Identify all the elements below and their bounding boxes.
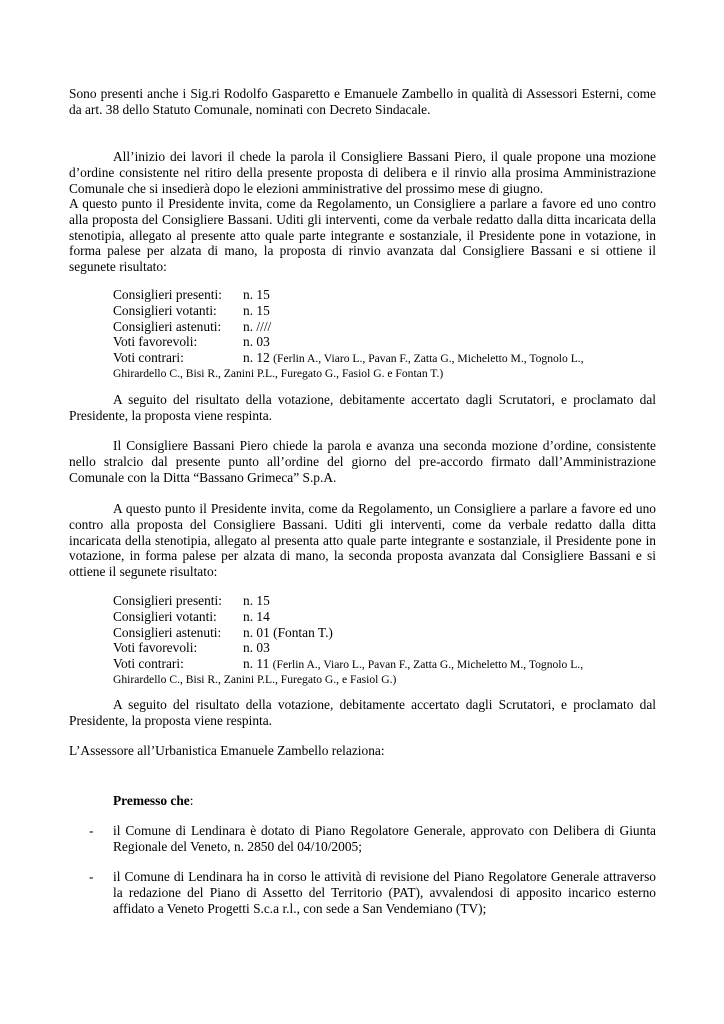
vote-label: Voti contrari:: [113, 350, 184, 366]
bullet-text: il Comune di Lendinara ha in corso le attività di revisione del Piano Regolatore Generale attraverso la redazione del Piano di Assetto del Territorio (PAT), avvalendosi di apposito incarico esterno affidato a Veneto Progetti S.c.a r.l., con sede a San Vendemiano (TV);: [113, 869, 656, 916]
contrari-names: (Ferlin A., Viaro L., Pavan F., Zatta G., Micheletto M., Tognolo L.,: [273, 352, 584, 366]
vote-value: n. 15: [243, 302, 270, 318]
vote-value: n. 12: [243, 350, 270, 366]
paragraph-votazione-intro-1: A questo punto il Presidente invita, come da Regolamento, un Consigliere a parlare a favore ed uno contro alla proposta del Consigliere Bassani. Uditi gli interventi, come da verbale redatto dalla ditta incaricata della stenotipia, allegato al presente atto quale parte integrante e sostanziale, il Presidente pone in votazione, in forma palese per alzata di mano, la proposta di rinvio avanzata dal Consigliere Bassani e si ottiene il segunete risultato:: [69, 196, 656, 275]
vote-label: Consiglieri votanti:: [113, 302, 217, 318]
contrari-names-continued: Ghirardello C., Bisi R., Zanini P.L., Furegato G., e Fasiol G.): [113, 672, 397, 686]
vote-value-contrari: [243, 656, 656, 672]
bullet-text: il Comune di Lendinara è dotato di Piano Regolatore Generale, approvato con Delibera di Giunta Regionale del Veneto, n. 2850 del 04/10/2005;: [113, 823, 656, 854]
bullet-dash: -: [89, 823, 94, 838]
vote-value: n. ////: [243, 318, 272, 334]
vote-result-2: [113, 593, 656, 688]
vote-label: Voti contrari:: [113, 656, 184, 672]
vote-label: Voti favorevoli:: [113, 334, 198, 350]
paragraph-esito-2: A seguito del risultato della votazione, debitamente accertato dagli Scrutatori, e proclamato dal Presidente, la proposta viene respinta.: [69, 697, 656, 728]
paragraph-mozione-ordine-1: All’inizio dei lavori il chede la parola il Consigliere Bassani Piero, il quale propone una mozione d’ordine consistente nel ritiro della presente proposta di delibera e il rinvio alla prosima Amministrazione Comunale che si insedierà dopo le elezioni amministrative del prossimo mese di giugno.: [69, 149, 656, 196]
vote-value: n. 01 (Fontan T.): [243, 624, 333, 640]
vote-value: n. 03: [243, 334, 270, 350]
paragraph-esito-1: A seguito del risultato della votazione, debitamente accertato dagli Scrutatori, e proclamato dal Presidente, la proposta viene respinta.: [69, 392, 656, 423]
vote-label: Voti favorevoli:: [113, 640, 198, 656]
premesso-heading-text: Premesso che: [113, 793, 190, 808]
vote-label: Consiglieri presenti:: [113, 287, 222, 302]
vote-label: Consiglieri astenuti:: [113, 624, 222, 640]
section-heading-premesso: [113, 793, 193, 809]
paragraph-votazione-intro-2: A questo punto il Presidente invita, come da Regolamento, un Consigliere a parlare a favore ed uno contro alla proposta del Consigliere Bassani. Uditi gli interventi, come da verbale redatto dalla ditta incaricata della stenotipia, allegato al presenta atto quale parte integrante e sostanziale, il Presidente pone in votazione, in forma palese per alzata di mano, la seconda proposta avanzata dal Consigliere Bassani e si ottiene il segunete risultato:: [69, 501, 656, 580]
vote-value-contrari: [243, 350, 656, 366]
paragraph-assessori-esterni: Sono presenti anche i Sig.ri Rodolfo Gasparetto e Emanuele Zambello in qualità di Assessori Esterni, come da art. 38 dello Statuto Comunale, nominati con Decreto Sindacale.: [69, 86, 656, 117]
list-item: [89, 823, 656, 855]
vote-value: n. 03: [243, 640, 270, 656]
vote-value: n. 14: [243, 608, 270, 624]
premesso-heading-colon: :: [189, 793, 194, 808]
vote-label: Consiglieri astenuti:: [113, 318, 222, 334]
vote-result-1: [113, 287, 656, 382]
bullet-dash: -: [89, 869, 94, 884]
vote-value: n. 15: [243, 287, 270, 302]
vote-value: n. 11: [243, 656, 270, 672]
vote-label: Consiglieri presenti:: [113, 593, 222, 608]
contrari-names: (Ferlin A., Viaro L., Pavan F., Zatta G., Micheletto M., Tognolo L.,: [272, 658, 584, 672]
contrari-names-continued: Ghirardello C., Bisi R., Zanini P.L., Furegato G., Fasiol G. e Fontan T.): [113, 366, 444, 380]
paragraph-assessore-relaziona: L’Assessore all’Urbanistica Emanuele Zambello relaziona:: [69, 743, 385, 758]
list-item: [89, 869, 656, 916]
vote-value: n. 15: [243, 593, 270, 608]
paragraph-mozione-ordine-2: Il Consigliere Bassani Piero chiede la parola e avanza una seconda mozione d’ordine, consistente nello stralcio dal presente punto all’ordine del giorno del pre-accordo firmato dall’Amministrazione Comunale con la Ditta “Bassano Grimeca” S.p.A.: [69, 438, 656, 485]
vote-label: Consiglieri votanti:: [113, 608, 217, 624]
